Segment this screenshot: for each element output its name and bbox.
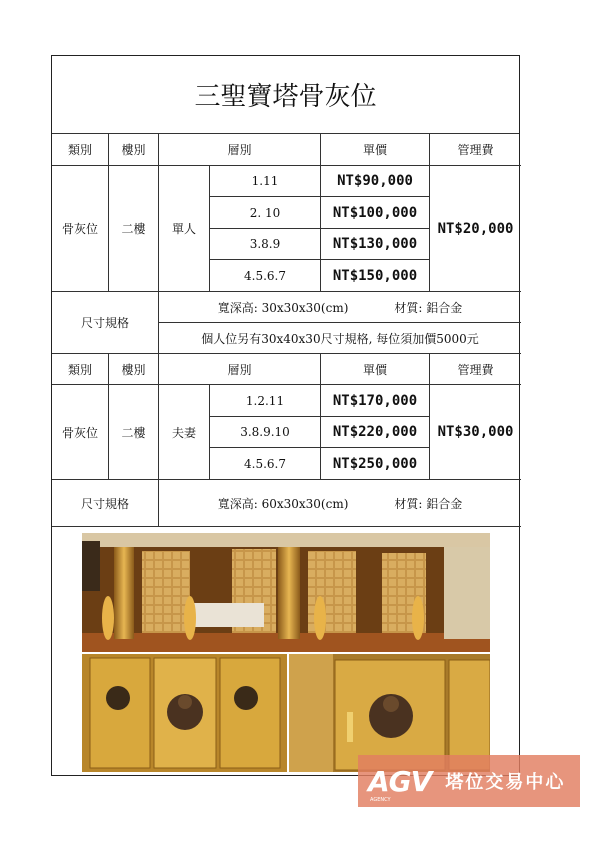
watermark-logo: AGV: [368, 764, 432, 798]
section1-floor: 二樓: [109, 166, 159, 292]
section2-size-label: 尺寸規格: [52, 480, 159, 527]
section1-size-row: [159, 292, 521, 323]
header-level: 層別: [159, 354, 321, 385]
section1-category: 骨灰位: [52, 166, 109, 292]
section1-fee: NT$20,000: [430, 166, 521, 292]
section1-price: NT$100,000: [321, 197, 430, 229]
header-level: 層別: [159, 134, 321, 166]
section2-level: 1.2.11: [210, 385, 321, 417]
header-price: 單價: [321, 134, 430, 166]
section2-fee: NT$30,000: [430, 385, 521, 480]
section1-level: 4.5.6.7: [210, 260, 321, 292]
buddha-door-photo-left: [82, 654, 287, 772]
section1-price: NT$90,000: [321, 166, 430, 197]
watermark-text: 塔位交易中心: [445, 772, 566, 793]
section1-size-label: 尺寸規格: [52, 292, 159, 354]
section2-level: 4.5.6.7: [210, 448, 321, 480]
section1-material-text: 材質: 鋁合金: [394, 300, 463, 315]
section2-price: NT$220,000: [321, 417, 430, 448]
section2-category: 骨灰位: [52, 385, 109, 480]
section1-level: 1.11: [210, 166, 321, 197]
section1-level: 3.8.9: [210, 229, 321, 260]
section1-type: 單人: [159, 166, 210, 292]
header-category: 類別: [52, 354, 109, 385]
page-title: 三聖寶塔骨灰位: [52, 56, 519, 134]
section1-size-text: 寬深高: 30x30x30(cm): [217, 300, 349, 315]
section2-floor: 二樓: [109, 385, 159, 480]
columbarium-hall-photo: [82, 533, 490, 652]
section1-note: 個人位另有30x40x30尺寸規格, 每位須加價5000元: [159, 323, 521, 354]
header-category: 類別: [52, 134, 109, 166]
header-floor: 樓別: [109, 134, 159, 166]
section2-material-text: 材質: 鋁合金: [394, 496, 463, 511]
section2-type: 夫妻: [159, 385, 210, 480]
header-fee: 管理費: [430, 134, 521, 166]
section2-size-row: [159, 480, 521, 527]
section2-price: NT$250,000: [321, 448, 430, 480]
section1-price: NT$150,000: [321, 260, 430, 292]
watermark: [358, 755, 580, 807]
section1-price: NT$130,000: [321, 229, 430, 260]
section2-size-text: 寬深高: 60x30x30(cm): [217, 496, 349, 511]
section2-level: 3.8.9.10: [210, 417, 321, 448]
header-floor: 樓別: [109, 354, 159, 385]
header-price: 單價: [321, 354, 430, 385]
section1-level: 2. 10: [210, 197, 321, 229]
price-table: [51, 55, 520, 776]
section2-price: NT$170,000: [321, 385, 430, 417]
header-fee: 管理費: [430, 354, 521, 385]
watermark-sub: AGENCY: [370, 797, 391, 803]
